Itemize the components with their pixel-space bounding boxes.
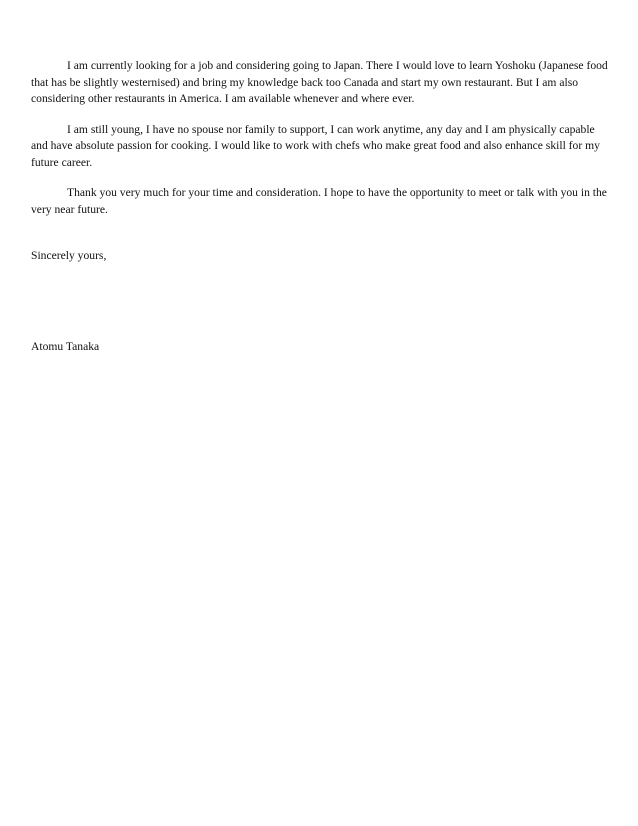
letter-signature: Atomu Tanaka <box>31 340 100 353</box>
paragraph-thanks: Thank you very much for your time and consideration. I hope to have the opportunity to meet or talk with you in the very near future. <box>31 186 607 216</box>
letter-body <box>31 58 609 232</box>
paragraph-availability: I am still young, I have no spouse nor family to support, I can work anytime, any day and I am physically capable and have absolute passion for cooking. I would like to work with chefs who make great food and also enhance skill for my future career. <box>31 122 600 169</box>
letter-closing: Sincerely yours, <box>31 249 107 262</box>
paragraph-job-search: I am currently looking for a job and considering going to Japan. There I would love to learn Yoshoku (Japanese food that has be slightly westernised) and bring my knowledge back too Canada and start my own restaurant. But I am also considering other restaurants in America. I am available whenever and where ever. <box>31 59 608 105</box>
